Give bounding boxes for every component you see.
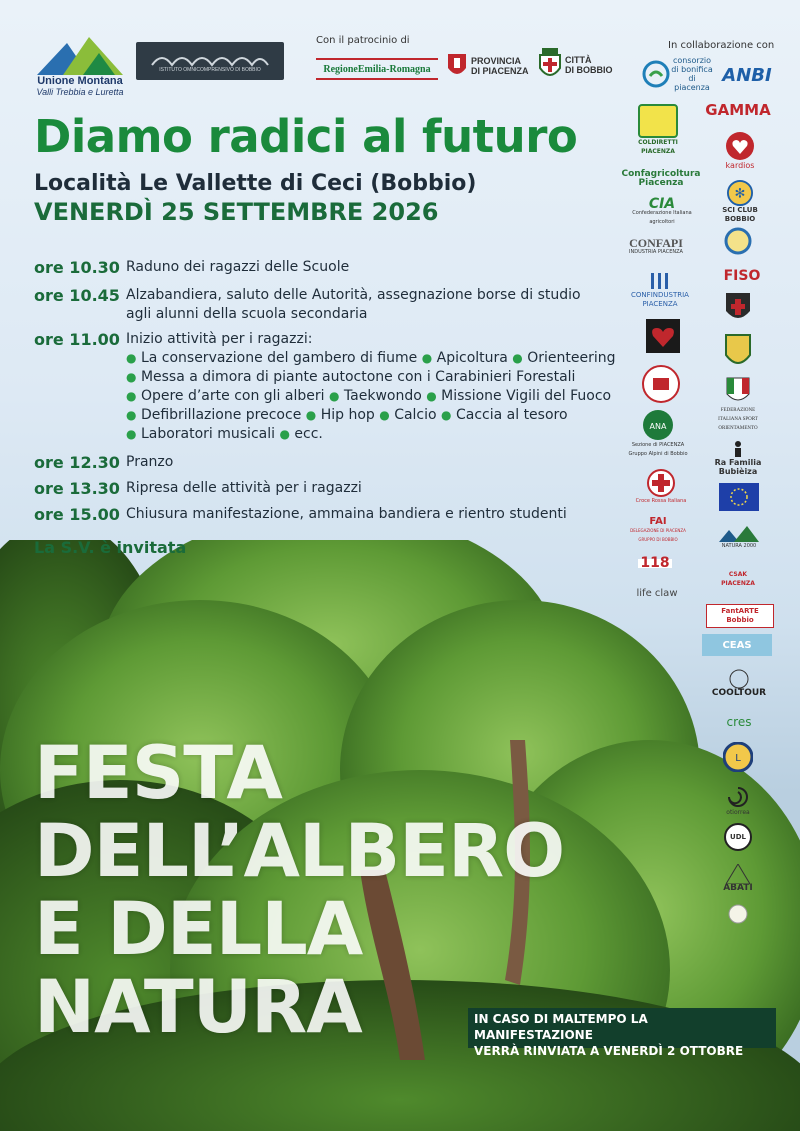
festa-headline xyxy=(34,731,565,1050)
fantarte-logo xyxy=(706,604,774,628)
program-intro: Inizio attività per i ragazzi: xyxy=(126,331,313,347)
activity-line: ● Opere d’arte con gli alberi ● Taekwondo ● Missione Vigili del Fuoco xyxy=(126,388,612,404)
gamma-logo xyxy=(700,100,776,120)
program-item xyxy=(34,479,624,498)
program-desc: Pranzo xyxy=(126,454,174,470)
activity-line: ● La conservazione del gambero di fiume ● Apicoltura ● Orienteering xyxy=(126,350,616,366)
bridge-icon xyxy=(150,49,270,67)
activity: Caccia al tesoro xyxy=(455,407,568,423)
udl-label: UDL xyxy=(730,833,746,841)
cia-sub: Confederazione Italiana agricoltori xyxy=(632,209,692,225)
familia-label: Ra Familia Bubièiza xyxy=(714,458,762,476)
program-item xyxy=(34,330,624,444)
activity: Hip hop xyxy=(320,407,375,423)
sci-club-label: SCI CLUB BOBBIO xyxy=(722,206,758,223)
provincia-line2: DI PIACENZA xyxy=(471,66,529,76)
lifeclaw-label: life claw xyxy=(636,587,678,599)
118-label: 118 xyxy=(640,554,670,571)
mountains-icon xyxy=(37,37,123,75)
tree-icon xyxy=(726,864,750,884)
program-desc: Chiusura manifestazione, ammaina bandiera e rientro studenti xyxy=(126,506,567,522)
fiso-logo xyxy=(708,266,776,286)
crest-icon xyxy=(538,48,562,82)
activity: Laboratori musicali xyxy=(140,426,276,442)
activity: Calcio xyxy=(394,407,437,423)
program-time: ore 10.45 xyxy=(34,286,120,305)
svg-text:L: L xyxy=(735,753,741,764)
festa-line: E DELLA xyxy=(34,887,363,972)
program-item xyxy=(34,258,624,277)
cooltour-label: COOLTOUR xyxy=(711,687,767,698)
heart-icon xyxy=(645,318,681,354)
abati-logo xyxy=(718,858,758,898)
anbi-label: ANBI xyxy=(722,64,772,86)
program-time: ore 11.00 xyxy=(34,330,120,349)
patronage-label: Con il patrocinio di xyxy=(316,35,410,46)
program-time: ore 13.30 xyxy=(34,479,120,498)
program-item xyxy=(34,286,624,324)
otiorrea-logo xyxy=(718,784,758,818)
gamma-label: GAMMA xyxy=(705,100,771,119)
swirl-icon xyxy=(726,786,750,808)
water-drop-icon xyxy=(642,60,670,88)
fantarte-label: FantARTE Bobbio xyxy=(721,607,759,624)
activity: Apicoltura xyxy=(436,350,508,366)
badge-icon xyxy=(724,227,752,255)
confagricoltura-logo xyxy=(616,168,706,190)
118-logo xyxy=(632,552,678,574)
taekwondo-logo xyxy=(720,564,756,594)
natura2000-logo xyxy=(716,522,762,552)
kardios-logo xyxy=(718,128,762,172)
program-desc: Alzabandiera, saluto delle Autorità, assegnazione borse di studio xyxy=(126,287,581,303)
citta-bobbio-logo xyxy=(538,46,618,84)
provincia-line1: PROVINCIA xyxy=(471,56,522,66)
cres-logo xyxy=(714,710,764,734)
fiso-shield-logo xyxy=(710,374,766,434)
weather-notice xyxy=(468,1008,776,1058)
globe-icon xyxy=(729,669,749,689)
activity: Messa a dimora di piante autoctone con i Carabinieri Forestali xyxy=(140,369,576,385)
alpini-icon xyxy=(642,409,674,441)
cres-label: cres xyxy=(726,714,752,729)
figure-icon xyxy=(730,440,746,458)
activity: Orienteering xyxy=(527,350,616,366)
heart-icon xyxy=(725,131,755,161)
bobbio-shield-logo xyxy=(722,290,754,326)
snowflake-icon xyxy=(726,180,754,206)
consorzio-logo xyxy=(640,54,716,94)
coldiretti-logo xyxy=(636,104,680,156)
columns-icon xyxy=(649,269,671,291)
activity-line: ● Defibrillazione precoce ● Hip hop ● Calcio ● Caccia al tesoro xyxy=(126,407,568,423)
provincia-logo xyxy=(446,50,534,82)
svg-text:✻: ✻ xyxy=(734,186,746,202)
fai-logo xyxy=(630,514,686,546)
fai-sub: DELEGAZIONE DI PIACENZA GRUPPO DI BOBBIO xyxy=(630,527,686,542)
carabinieri-logo xyxy=(722,332,754,372)
udl-logo xyxy=(722,822,754,852)
emblem-icon xyxy=(641,364,681,404)
emblem-icon xyxy=(728,904,748,924)
alpini-logo xyxy=(626,408,690,460)
fiso-label: FISO xyxy=(723,267,761,284)
protezione-civile-logo xyxy=(636,362,686,406)
activity: Opere d’arte con gli alberi xyxy=(140,388,325,404)
activity: ecc. xyxy=(294,426,323,442)
coldiretti-label: COLDIRETTI PIACENZA xyxy=(638,139,678,155)
istituto-logo xyxy=(136,42,284,80)
cooltour-logo xyxy=(704,662,774,704)
svg-text:ANA: ANA xyxy=(649,422,667,431)
invitation-text: La S.V. è invitata xyxy=(34,538,187,557)
shield-icon xyxy=(724,333,752,371)
weather-line: IN CASO DI MALTEMPO LA MANIFESTAZIONE xyxy=(474,1012,648,1042)
otiorrea-label: otiorrea xyxy=(726,808,750,816)
confagricoltura-label: Confagricoltura Piacenza xyxy=(621,169,701,188)
eu-flag-icon xyxy=(719,483,759,511)
cia-label: CIA xyxy=(648,195,676,212)
natura2000-label: NATURA 2000 xyxy=(721,542,757,549)
confapi-label: CONFAPI xyxy=(629,236,683,250)
life-eu-logo xyxy=(718,482,760,512)
unione-montana-logo xyxy=(34,36,126,98)
pegaso-logo xyxy=(640,316,686,356)
program-item xyxy=(34,453,624,472)
ceas-label: CEAS xyxy=(722,639,752,651)
shield-icon xyxy=(446,52,468,80)
weather-line: VERRÀ RINVIATA A VENERDÌ 2 OTTOBRE xyxy=(474,1044,744,1058)
activity-line: ● Laboratori musicali ● ecc. xyxy=(126,426,323,442)
consorzio-label: consorzio di bonifica di piacenza xyxy=(671,56,713,92)
lions-icon xyxy=(723,742,753,772)
fiso-fed-label: FEDERAZIONE ITALIANA SPORT ORIENTAMENTO xyxy=(718,407,758,431)
fai-label: FAI xyxy=(649,515,667,527)
croce-rossa-logo xyxy=(632,464,690,510)
event-date: VENERDÌ 25 SETTEMBRE 2026 xyxy=(34,198,439,226)
festa-line: DELL’ALBERO xyxy=(34,809,565,894)
anbi-logo xyxy=(722,62,772,88)
taekwondo-label: CSAK PIACENZA xyxy=(721,571,755,587)
shield-icon xyxy=(724,291,752,325)
citta-line2: DI BOBBIO xyxy=(565,65,613,75)
program-time: ore 15.00 xyxy=(34,505,120,524)
confapi-logo xyxy=(618,236,694,260)
event-location: Località Le Vallette di Ceci (Bobbio) xyxy=(34,171,477,196)
alpini-label: Sezione di PIACENZA Gruppo Alpini di Bobbio xyxy=(628,442,688,457)
croce-rossa-label: Croce Rossa Italiana xyxy=(635,497,687,504)
festa-line: NATURA xyxy=(34,965,362,1050)
confindustria-logo xyxy=(622,266,698,312)
istituto-label: ISTITUTO OMNICOMPRENSIVO DI BOBBIO xyxy=(159,67,261,73)
program-time: ore 10.30 xyxy=(34,258,120,277)
coldiretti-mark xyxy=(638,104,678,138)
confapi-sub: INDUSTRIA PIACENZA xyxy=(629,249,683,255)
event-title: Diamo radici al futuro xyxy=(34,110,578,163)
regione-logo xyxy=(316,58,438,80)
natura-icon xyxy=(719,524,759,542)
sci-club-logo xyxy=(708,180,772,224)
lions-logo xyxy=(722,740,754,774)
kardios-label: kardios xyxy=(725,160,755,170)
confindustria-label: CONFINDUSTRIA PIACENZA xyxy=(631,291,689,308)
cia-logo xyxy=(622,195,702,228)
ceas-logo xyxy=(702,634,772,656)
activity: Taekwondo xyxy=(343,388,422,404)
program-time: ore 12.30 xyxy=(34,453,120,472)
collab-label: In collaborazione con xyxy=(668,40,775,51)
regione-label: RegioneEmilia-Romagna xyxy=(323,63,431,75)
program-desc: Raduno dei ragazzi delle Scuole xyxy=(126,259,350,275)
unione-line2: Valli Trebbia e Luretta xyxy=(36,87,124,97)
abati-label: ABATI xyxy=(723,882,753,893)
activity-line: ● Messa a dimora di piante autoctone con i Carabinieri Forestali xyxy=(126,369,576,385)
festa-line: FESTA xyxy=(34,731,282,816)
regional-badge xyxy=(722,226,754,256)
activity: Missione Vigili del Fuoco xyxy=(441,388,612,404)
program-item xyxy=(34,505,624,524)
program-desc: agli alunni della scuola secondaria xyxy=(126,306,368,322)
program-desc: Ripresa delle attività per i ragazzi xyxy=(126,480,362,496)
activity: Defibrillazione precoce xyxy=(140,407,302,423)
citta-line1: CITTÀ xyxy=(565,55,592,65)
activity: La conservazione del gambero di fiume xyxy=(140,350,418,366)
red-cross-icon xyxy=(647,469,675,497)
flag-shield-icon xyxy=(725,376,751,406)
small-emblem-logo xyxy=(726,902,750,926)
unione-line1: Unione Montana xyxy=(37,75,123,87)
lifeclaw-logo xyxy=(634,578,680,608)
familia-logo xyxy=(700,440,776,476)
